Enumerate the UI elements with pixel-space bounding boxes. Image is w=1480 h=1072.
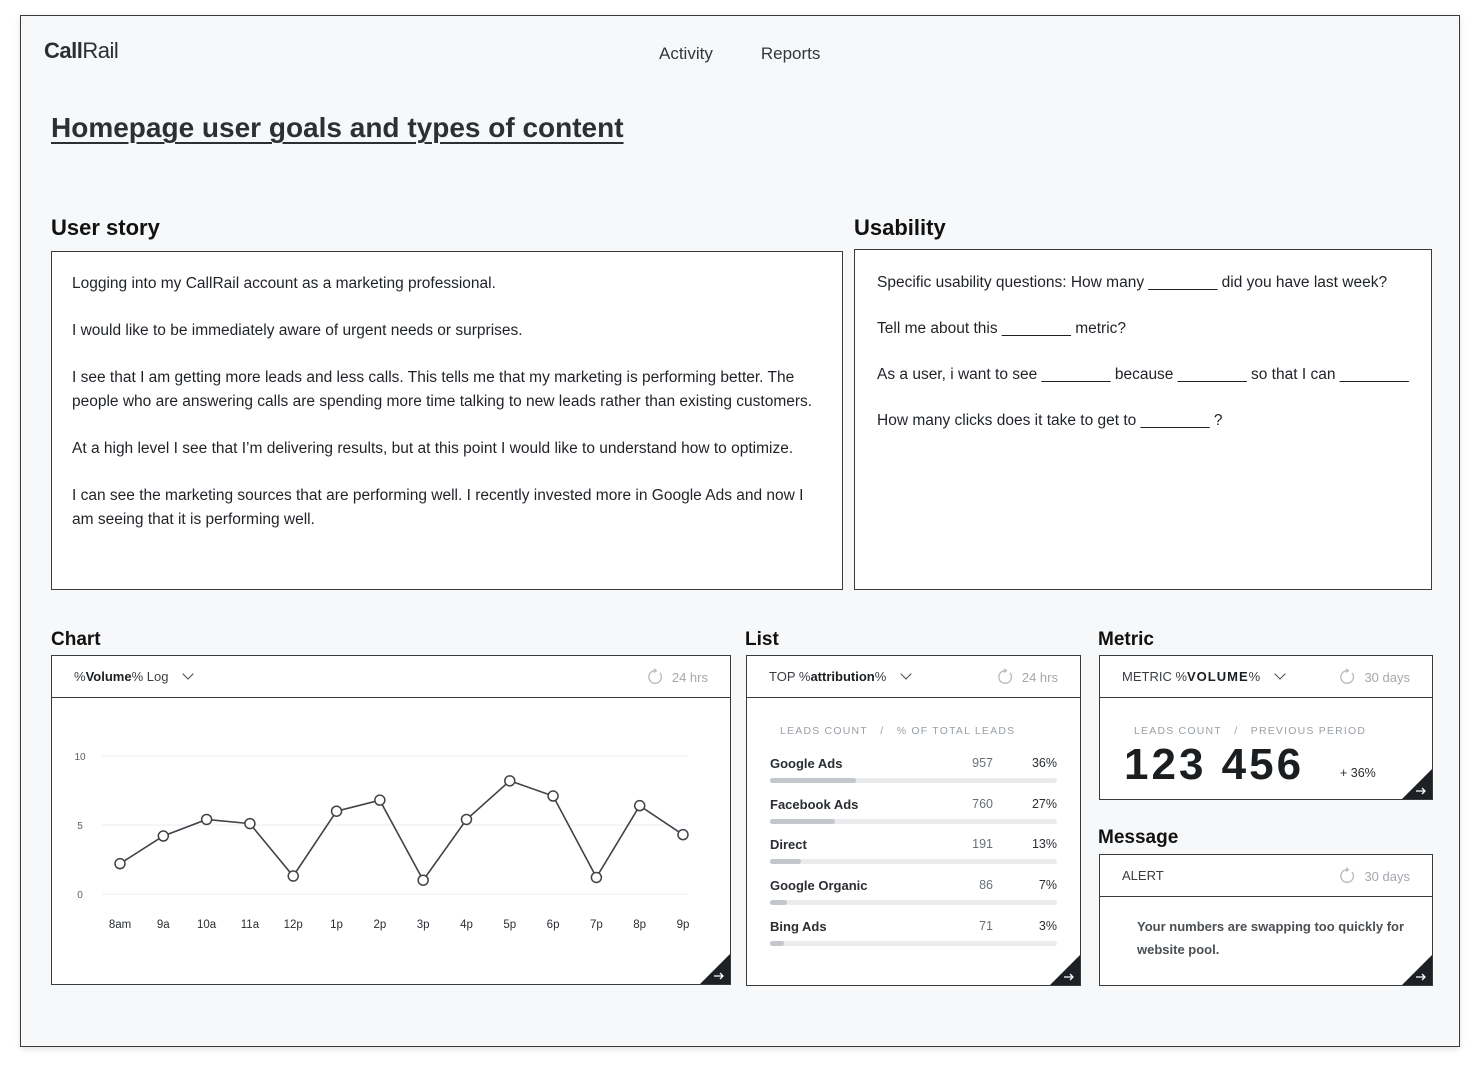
y-tick-label: 5 [77,821,83,832]
metric-labels: LEADS COUNT / PREVIOUS PERIOD [1134,725,1367,737]
data-point[interactable] [461,814,471,824]
metric-card-header [1100,656,1432,698]
x-tick-label: 6p [546,919,560,931]
data-point[interactable] [202,814,212,824]
list-metric-dropdown[interactable]: TOP %attribution% [769,669,887,684]
refresh-icon [1338,867,1356,885]
metric-value: 123 456 [1124,740,1305,789]
chart-card [51,655,731,985]
progress-track [770,778,1057,783]
data-point[interactable] [288,871,298,881]
source-name: Google Organic [770,878,868,894]
user-story-title: User story [51,215,160,240]
nav-reports[interactable]: Reports [760,44,821,63]
progress-track [770,819,1057,824]
source-name: Google Ads [770,756,843,771]
progress-fill [770,900,787,905]
chart-section-title: Chart [51,629,101,650]
x-tick-label: 10a [197,919,217,931]
story-paragraph: I see that I am getting more leads and less calls. This tells me that my marketing is performing better. The people who are answering calls are spending more time talking to new leads rather than existing customers. [72,369,813,410]
metric-change: + 36% [1340,766,1376,780]
refresh-icon [996,668,1014,686]
usability-box [854,249,1432,590]
expand-corner[interactable] [1050,955,1080,985]
source-name: Bing Ads [770,918,827,934]
leads-percent: 3% [1038,918,1057,933]
progress-track [770,859,1057,864]
metric-section-title: Metric [1098,629,1154,650]
data-point[interactable] [418,875,428,885]
data-point[interactable] [678,830,688,840]
message-section-title: Message [1098,827,1179,848]
list-column-labels: LEADS COUNT / % OF TOTAL LEADS [780,725,1016,737]
x-tick-label: 4p [460,919,473,931]
message-card-header [1100,855,1432,897]
leads-count: 191 [972,837,993,852]
x-tick-label: 2p [373,919,387,931]
data-point[interactable] [245,819,255,829]
usability-question: How many clicks does it take to get to ________ ? [877,412,1223,429]
progress-fill [770,941,784,946]
story-paragraph: I can see the marketing sources that are performing well. I recently invested more in Google Ads and now I am seeing that it is performing well. [72,487,804,528]
expand-corner[interactable] [1402,955,1432,985]
story-paragraph: At a high level I see that I’m delivering results, but at this point I would like to understand how to optimize. [72,440,794,457]
usability-question: Specific usability questions: How many ________ did you have last week? [877,274,1388,291]
chart-card-header [52,656,730,698]
leads-percent: 36% [1031,756,1057,770]
refresh-icon [646,668,664,686]
data-point[interactable] [375,795,385,805]
x-tick-label: 3p [416,919,430,931]
progress-fill [770,778,856,783]
usability-question: Tell me about this ________ metric? [877,320,1127,337]
leads-count: 760 [972,796,993,811]
data-point[interactable] [591,872,601,882]
data-point[interactable] [548,791,558,801]
data-point[interactable] [115,859,125,869]
usability-question: As a user, i want to see ________ because ________ so that I can ________ [877,366,1409,383]
list-section-title: List [745,629,779,650]
alert-label: ALERT [1122,868,1164,883]
chevron-down-icon[interactable] [1275,668,1286,679]
message-period[interactable]: 30 days [1338,867,1410,885]
page-title: Homepage user goals and types of content [51,112,624,143]
expand-corner[interactable] [700,954,730,984]
leads-percent: 27% [1031,796,1057,811]
leads-count: 957 [972,756,993,770]
leads-count: 86 [979,878,993,893]
x-tick-label: 8am [108,919,132,931]
x-tick-label: 5p [503,919,517,931]
progress-fill [770,859,801,864]
progress-track [770,941,1057,946]
x-tick-label: 11a [240,919,260,931]
line-chart [52,698,730,984]
x-tick-label: 1p [330,919,343,931]
list-card [746,655,1081,986]
chevron-down-icon[interactable] [183,668,194,679]
app-frame [20,15,1460,1047]
y-tick-label: 0 [77,890,83,901]
user-story-box [51,251,843,590]
refresh-icon [1338,668,1356,686]
source-name: Direct [770,837,807,853]
story-paragraph: I would like to be immediately aware of urgent needs or surprises. [72,322,523,339]
progress-fill [770,819,835,824]
list-period[interactable]: 24 hrs [996,668,1058,686]
top-nav [659,44,820,64]
x-tick-label: 7p [589,919,603,931]
nav-activity[interactable]: Activity [659,44,713,63]
callrail-logo[interactable]: CallRail [44,38,119,63]
series-line [120,781,683,880]
data-point[interactable] [332,806,342,816]
metric-dropdown[interactable]: METRIC %VOLUME% [1122,669,1261,684]
x-tick-label: 8p [633,919,647,931]
data-point[interactable] [158,831,168,841]
metric-card [1099,655,1433,800]
x-tick-label: 9a [156,919,170,931]
chart-period[interactable]: 24 hrs [646,668,708,686]
data-point[interactable] [635,801,645,811]
story-paragraph: Logging into my CallRail account as a marketing professional. [72,275,496,292]
x-tick-label: 9p [676,919,690,931]
progress-track [770,900,1057,905]
y-tick-label: 10 [74,752,86,763]
expand-corner[interactable] [1402,769,1432,799]
leads-count: 71 [979,918,993,933]
metric-period[interactable]: 30 days [1338,668,1410,686]
chart-metric-dropdown[interactable]: %Volume% Log [74,669,169,684]
x-tick-label: 12p [283,919,303,931]
message-card [1099,854,1433,986]
alert-message: Your numbers are swapping too quickly for website pool. [1137,919,1405,957]
list-card-header [747,656,1080,698]
chevron-down-icon[interactable] [901,668,912,679]
data-point[interactable] [505,776,515,786]
leads-percent: 13% [1031,837,1057,852]
usability-title: Usability [854,215,946,240]
source-name: Facebook Ads [770,796,859,812]
leads-percent: 7% [1038,878,1057,893]
